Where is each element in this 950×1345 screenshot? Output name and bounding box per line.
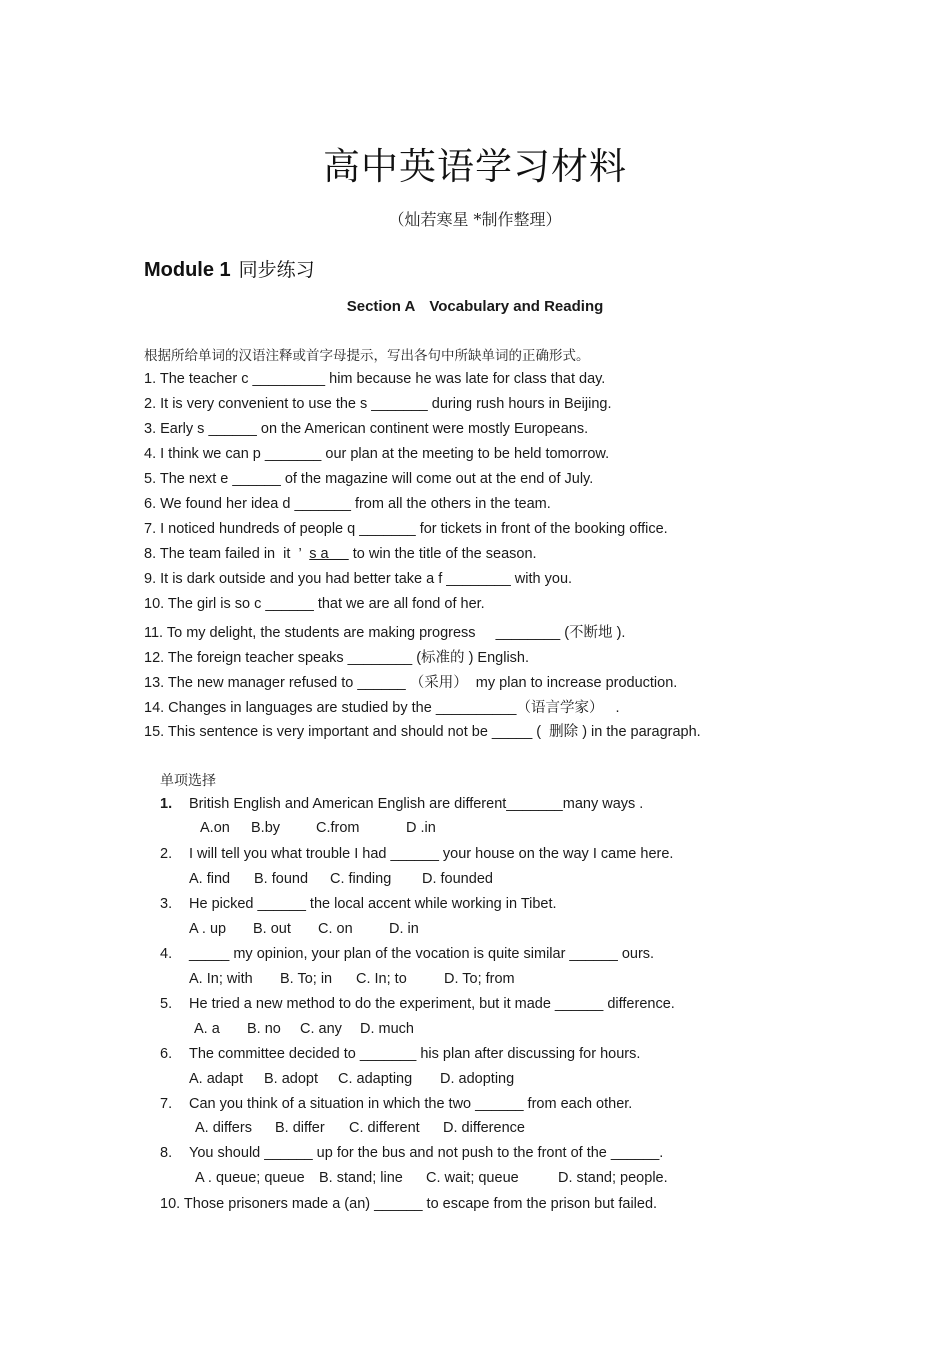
mc-option: C. adapting — [338, 1071, 413, 1087]
vocab-item: 3. Early s ______ on the American continent were mostly Europeans. — [144, 421, 589, 437]
vocab-instruction: 根据所给单词的汉语注释或首字母提示，写出各句中所缺单词的正确形式。 — [144, 348, 590, 364]
vocab-item: 11. To my delight, the students are making progress ________ (不断地 ). — [144, 625, 626, 641]
mc-option: D. much — [360, 1021, 414, 1037]
document-subtitle: （灿若寒星 *制作整理） — [388, 210, 562, 229]
module-heading — [144, 255, 315, 282]
mc-stem: Can you think of a situation in which the two ______ from each other. — [189, 1096, 633, 1112]
mc-option: C. wait; queue — [426, 1170, 519, 1186]
module-label: 同步练习 — [238, 259, 315, 281]
vocab-item: 6. We found her idea d _______ from all the others in the team. — [144, 496, 551, 512]
mc-option: A . queue; queue — [195, 1170, 305, 1186]
mc-stem: The committee decided to _______ his plan after discussing for hours. — [189, 1046, 641, 1062]
mc-number: 8. — [160, 1145, 173, 1161]
mc-option: B.by — [251, 820, 281, 836]
vocab-item: 10. The girl is so c ______ that we are all fond of her. — [144, 596, 485, 612]
vocab-item: 1. The teacher c _________ him because he was late for class that day. — [144, 371, 606, 387]
vocab-item: 5. The next e ______ of the magazine will come out at the end of July. — [144, 471, 594, 487]
vocab-item: 13. The new manager refused to ______ （采用） my plan to increase production. — [144, 675, 678, 691]
mc-option: D. founded — [422, 871, 493, 887]
mc-stem: British English and American English are different_______many ways . — [189, 796, 644, 812]
mc-stem: You should ______ up for the bus and not push to the front of the ______. — [189, 1145, 664, 1161]
mc-number: 4. — [160, 946, 173, 962]
mc-heading: 单项选择 — [160, 773, 216, 789]
vocab-item: 7. I noticed hundreds of people q _______ for tickets in front of the booking office. — [144, 521, 668, 537]
mc-stem: _____ my opinion, your plan of the vocation is quite similar ______ ours. — [189, 946, 655, 962]
mc-question — [160, 796, 643, 812]
vocab-item: 15. This sentence is very important and should not be _____ ( 删除 ) in the paragraph. — [144, 724, 701, 740]
mc-option: C.from — [316, 820, 360, 836]
mc-option: A. find — [189, 871, 231, 887]
mc-option: D. adopting — [440, 1071, 515, 1087]
mc-question — [160, 896, 557, 912]
vocab-item-8-start: 8. The team failed in it ’ — [144, 546, 310, 562]
mc-stem: I will tell you what trouble I had ______ your house on the way I came here. — [189, 846, 674, 862]
section-heading — [0, 298, 950, 315]
mc-question: 10. Those prisoners made a (an) ______ to escape from the prison but failed. — [160, 1196, 658, 1212]
vocab-item: 12. The foreign teacher speaks ________ (标准的 ) English. — [144, 650, 530, 666]
mc-option: A. differs — [195, 1120, 252, 1136]
mc-stem: He picked ______ the local accent while working in Tibet. — [189, 896, 557, 912]
mc-option: C. In; to — [356, 971, 407, 987]
mc-question — [160, 1145, 663, 1161]
mc-option: B. differ — [275, 1120, 325, 1136]
mc-option: C. different — [349, 1120, 420, 1136]
mc-option: D. stand; people. — [558, 1170, 668, 1186]
mc-number: 6. — [160, 1046, 173, 1062]
mc-number: 1. — [160, 796, 173, 812]
mc-option: A. In; with — [189, 971, 253, 987]
vocab-item-8-end: to win the title of the season. — [348, 546, 537, 562]
vocab-item: 9. It is dark outside and you had better take a f ________ with you. — [144, 571, 573, 587]
mc-option: D. difference — [443, 1120, 525, 1136]
section-title: Vocabulary and Reading — [429, 298, 604, 315]
mc-option: D. in — [389, 921, 419, 937]
mc-question — [160, 946, 654, 962]
mc-option: A. adapt — [189, 1071, 244, 1087]
mc-option: A.on — [200, 820, 230, 836]
mc-option: A. a — [194, 1021, 220, 1037]
mc-option: B. found — [254, 871, 309, 887]
mc-option: A . up — [189, 921, 227, 937]
mc-question — [160, 1046, 640, 1062]
mc-option: C. finding — [330, 871, 392, 887]
mc-question — [160, 996, 675, 1012]
mc-option: B. stand; line — [319, 1170, 403, 1186]
mc-option: B. out — [253, 921, 291, 937]
vocab-item: 4. I think we can p _______ our plan at the meeting to be held tomorrow. — [144, 446, 610, 462]
vocab-item: 14. Changes in languages are studied by the __________（语言学家） . — [144, 700, 620, 716]
mc-number: 3. — [160, 896, 173, 912]
mc-option: B. no — [247, 1021, 281, 1037]
mc-question — [160, 846, 673, 862]
mc-option: B. adopt — [264, 1071, 319, 1087]
mc-option: C. on — [318, 921, 353, 937]
mc-question — [160, 1096, 632, 1112]
mc-option: B. To; in — [280, 971, 333, 987]
mc-number: 2. — [160, 846, 173, 862]
mc-option: C. any — [300, 1021, 342, 1037]
mc-stem: He tried a new method to do the experiment, but it made ______ difference. — [189, 996, 675, 1012]
mc-number: 5. — [160, 996, 173, 1012]
module-name: Module 1 — [144, 259, 231, 281]
section-a-label: Section A — [346, 298, 416, 315]
mc-option: D. To; from — [444, 971, 515, 987]
mc-number: 7. — [160, 1096, 173, 1112]
mc-option: D .in — [406, 820, 436, 836]
vocab-item-8-blank: s a — [309, 546, 349, 562]
vocab-item: 2. It is very convenient to use the s _______ during rush hours in Beijing. — [144, 396, 612, 412]
document-title: 高中英语学习材料 — [323, 145, 627, 188]
vocab-item — [144, 546, 537, 562]
